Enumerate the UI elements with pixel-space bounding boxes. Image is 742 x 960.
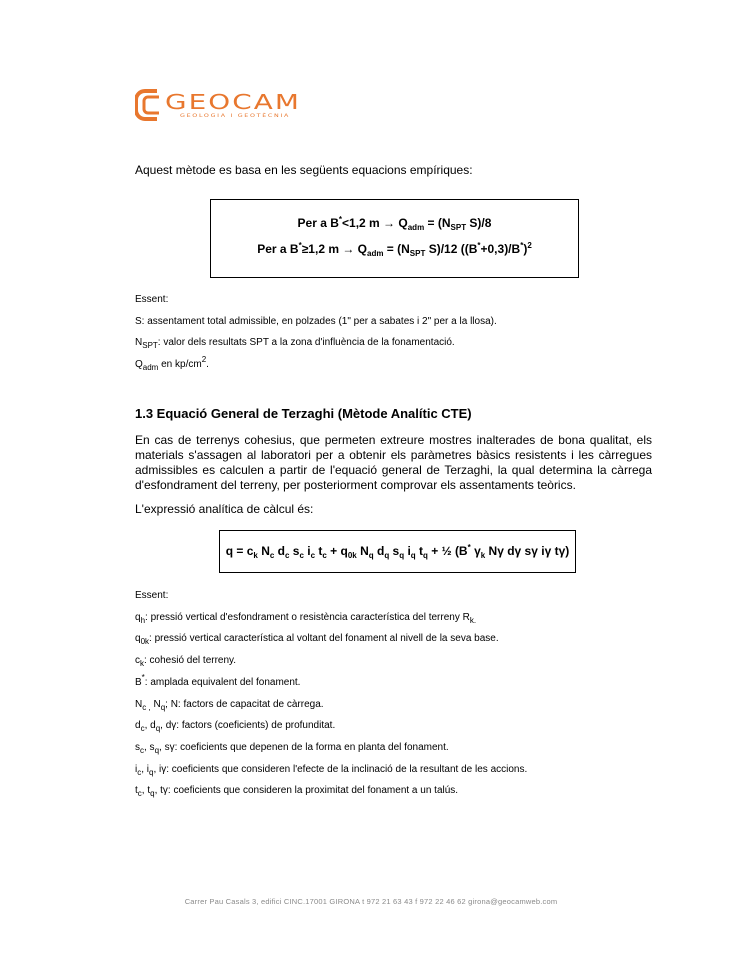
definition-ck: $c_k$: cohesió del terreny. <box>135 655 237 668</box>
definition-b: B*: amplada equivalent del fonament. <box>135 673 301 688</box>
essent-label: Essent: <box>135 294 169 305</box>
intro-text: Aquest mètode es basa en les següents equacions empíriques: <box>135 163 473 177</box>
definition-nspt: $N_{SPT}$: valor dels resultats SPT a la zona d'influència de la fonamentació. <box>135 337 455 350</box>
section-heading: 1.3 Equació General de Terzaghi (Mètode Analític CTE) <box>135 406 472 421</box>
definition-qh: $q_h$: pressió vertical d'esfondrament o resistència característica del terreny $R_{k.}$ <box>135 612 477 625</box>
definition-n-factors: $N_{c ,}$ $N_q$; N: factors de capacitat de càrrega. <box>135 699 324 712</box>
definition-i-factors: $i_c$, $i_q$, iγ: coeficients que consideren l'efecte de la inclinació de la resultant de les accions. <box>135 764 528 777</box>
definition-qadm: $Q_{adm}$ en $kp/cm^2$. <box>135 355 209 372</box>
definition-s: S: assentament total admissible, en polzades (1" per a sabates i 2" per a la llosa). <box>135 316 497 327</box>
definition-s-factors: $s_c$, $s_q$, sγ: coeficients que depenen de la forma en planta del fonament. <box>135 742 449 755</box>
definition-t-factors: $t_c$, $t_q$, tγ: coeficients que consideren la proximitat del fonament a un talús. <box>135 785 459 798</box>
page-footer: Carrer Pau Casals 3, edifici CINC.17001 GIRONA t 972 21 63 43 f 972 22 46 62 girona@geocamweb.com <box>184 897 558 906</box>
expression-intro: L'expressió analítica de càlcul és: <box>135 502 314 516</box>
geocam-logo-icon <box>135 88 305 122</box>
body-paragraph: En cas de terrenys cohesius, que permeten extreure mostres inalterades de bona qualitat, els materials s'assagen al laboratori per a obtenir els paràmetres bàsics resistents i les càrregues admissibles es calculen a partir de l'equació general de Terzaghi, la qual determina la càrrega d'esfondrament del terreny, per posteriorment comprovar els assentaments teòrics. <box>135 433 652 492</box>
essent-label-2: Essent: <box>135 590 169 601</box>
definition-d-factors: $d_c$, $d_q$, dγ: factors (coeficients) de profunditat. <box>135 720 336 733</box>
svg-text:GEOLOGIA I GEOTÈCNIA: GEOLOGIA I GEOTÈCNIA <box>180 114 259 119</box>
terzaghi-formula: $q = c_k$ $N_c$ $d_c$ $s_c$ $i_c$ $t_c + q_{0k}$ $N_q$ $d_q$ $s_q$ $i_q$ $t_q$ + ½ (B* $\gamma_k$ Nγ dγ sγ iγ tγ) <box>225 543 570 560</box>
svg-text:GEOCAM: GEOCAM <box>165 90 301 114</box>
company-logo <box>135 88 305 122</box>
formula-box-terzaghi <box>219 530 576 573</box>
equation-large-width: Per a B*≥1,2 $m \to Q_{adm} = (N_{SPT}$ S)/12 $((B^*+0,3)/B^*)^2$ <box>257 241 532 258</box>
equation-small-width: Per a B*<1,2 $m \to Q_{adm} = (N_{SPT}$ S)/8 <box>297 215 492 232</box>
definition-q0k: $q_{0k}$: pressió vertical característica al voltant del fonament al nivell de la seva base. <box>135 633 499 646</box>
formula-box-nspt <box>210 199 579 278</box>
